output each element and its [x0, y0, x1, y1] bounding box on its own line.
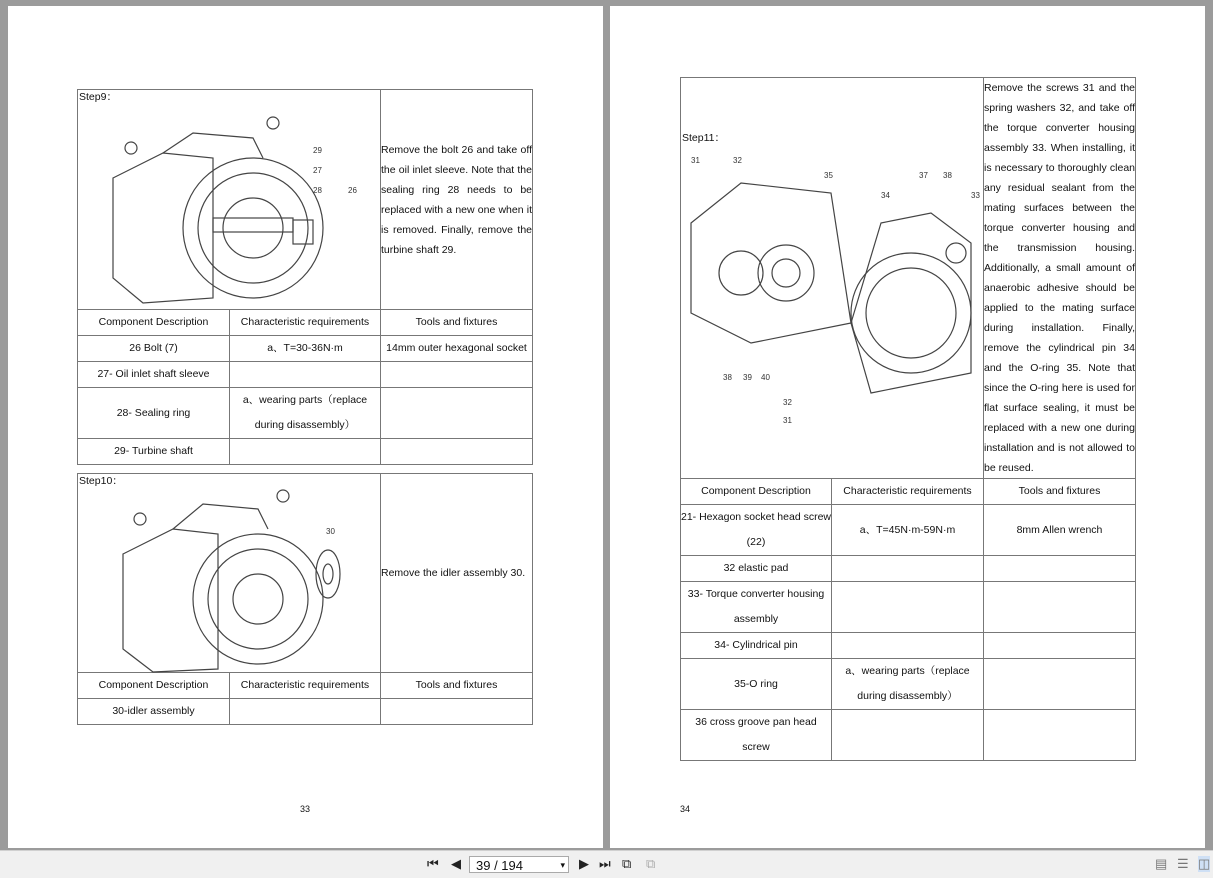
cell: 29- Turbine shaft: [78, 439, 230, 465]
cell: 27- Oil inlet shaft sleeve: [78, 362, 230, 388]
callout-32b: 32: [783, 398, 792, 407]
step11-figure: [681, 78, 984, 479]
callout-33: 33: [971, 191, 980, 200]
cell: [381, 439, 533, 465]
fit-width-icon[interactable]: ⧉: [646, 856, 656, 871]
callout-28: 28: [313, 186, 322, 195]
cell: [832, 582, 984, 633]
fit-page-icon[interactable]: ⧉: [622, 856, 632, 871]
cell: [984, 710, 1136, 761]
page-number-input[interactable]: [469, 856, 569, 873]
callout-29: 29: [313, 146, 322, 155]
header-characteristic: Characteristic requirements: [230, 673, 381, 699]
callout-35: 35: [824, 171, 833, 180]
header-tools: Tools and fixtures: [381, 673, 533, 699]
cell: [984, 659, 1136, 710]
step10-title: Step10：: [79, 475, 123, 487]
cell: [832, 633, 984, 659]
cell: 34- Cylindrical pin: [681, 633, 832, 659]
page-33: [8, 6, 603, 848]
step9-figure: [78, 90, 381, 310]
cell: 30-idler assembly: [78, 699, 230, 725]
header-characteristic: Characteristic requirements: [230, 310, 381, 336]
cell: 8mm Allen wrench: [984, 505, 1136, 556]
two-page-view-icon[interactable]: ◫: [1198, 856, 1211, 871]
page-number: 34: [680, 804, 691, 814]
cell: [984, 556, 1136, 582]
dropdown-icon[interactable]: ▾: [560, 860, 565, 870]
step10-table: [77, 473, 533, 725]
step11-description: Remove the screws 31 and the spring washers 32, and take off the torque converter housing assembly 33. When installing, it is necessary to thoroughly clean any residual sealant from the mating surfaces between the torque converter housing and the transmission housing. Additionally, a small amount of anaerobic adhesive should be applied to the mating surface during installation. Finally, remove the cylindrical pin 34 and the O-ring 35. Note that since the O-ring here is used for flat surface sealing, it must be replaced with a new one during installation and is not allowed to be reused.: [984, 78, 1136, 479]
cell: [832, 710, 984, 761]
header-component: Component Description: [78, 310, 230, 336]
callout-39: 39: [743, 373, 752, 382]
cell: 14mm outer hexagonal socket: [381, 336, 533, 362]
page-number: 33: [300, 804, 311, 814]
cell: [381, 388, 533, 439]
previous-page-icon[interactable]: ◀: [451, 856, 461, 871]
callout-40: 40: [761, 373, 770, 382]
cell: a、T=30-36N·m: [230, 336, 381, 362]
header-component: Component Description: [78, 673, 230, 699]
next-page-icon[interactable]: ▶: [579, 856, 589, 871]
step11-transmission-diagram: [681, 143, 984, 423]
cell: [984, 633, 1136, 659]
page-indicator: 39 / 194: [476, 858, 523, 873]
cell: 36 cross groove pan head screw: [681, 710, 832, 761]
single-page-view-icon[interactable]: ▤: [1155, 856, 1168, 871]
step9-title: Step9：: [79, 91, 117, 103]
callout-34: 34: [881, 191, 890, 200]
step9-description: Remove the bolt 26 and take off the oil inlet sleeve. Note that the sealing ring 28 needs to be replaced with a new one when it is removed. Finally, remove the turbine shaft 29.: [381, 90, 533, 310]
callout-38b: 38: [723, 373, 732, 382]
step11-title: Step11：: [682, 132, 725, 144]
viewer-toolbar: [0, 850, 1213, 878]
cell: [230, 439, 381, 465]
cell: a、wearing parts（replace during disassembly）: [832, 659, 984, 710]
cell: 33- Torque converter housing assembly: [681, 582, 832, 633]
cell: 32 elastic pad: [681, 556, 832, 582]
last-page-icon[interactable]: ⏭: [599, 856, 611, 871]
header-tools: Tools and fixtures: [984, 479, 1136, 505]
page-34: [610, 6, 1205, 848]
callout-31b: 31: [783, 416, 792, 423]
callout-31: 31: [691, 156, 700, 165]
step9-table: [77, 89, 533, 465]
callout-27: 27: [313, 166, 322, 175]
cell: 28- Sealing ring: [78, 388, 230, 439]
header-component: Component Description: [681, 479, 832, 505]
cell: a、wearing parts（replace during disassembly）: [230, 388, 381, 439]
cell: [230, 699, 381, 725]
step9-transmission-diagram: [103, 108, 363, 308]
cell: a、T=45N·m-59N·m: [832, 505, 984, 556]
cell: 26 Bolt (7): [78, 336, 230, 362]
callout-37: 37: [919, 171, 928, 180]
step10-figure: [78, 474, 381, 673]
cell: 35-O ring: [681, 659, 832, 710]
cell: [984, 582, 1136, 633]
cell: [230, 362, 381, 388]
cell: [381, 699, 533, 725]
callout-30: 30: [326, 527, 335, 536]
header-tools: Tools and fixtures: [381, 310, 533, 336]
first-page-icon[interactable]: ⏮: [427, 856, 439, 871]
callout-32: 32: [733, 156, 742, 165]
cell: 21- Hexagon socket head screw (22): [681, 505, 832, 556]
cell: [832, 556, 984, 582]
step10-transmission-diagram: [118, 484, 358, 674]
step11-table: [680, 77, 1136, 761]
cell: [381, 362, 533, 388]
callout-38: 38: [943, 171, 952, 180]
callout-26: 26: [348, 186, 357, 195]
continuous-view-icon[interactable]: ☰: [1177, 856, 1189, 871]
header-characteristic: Characteristic requirements: [832, 479, 984, 505]
step10-description: Remove the idler assembly 30.: [381, 474, 533, 673]
